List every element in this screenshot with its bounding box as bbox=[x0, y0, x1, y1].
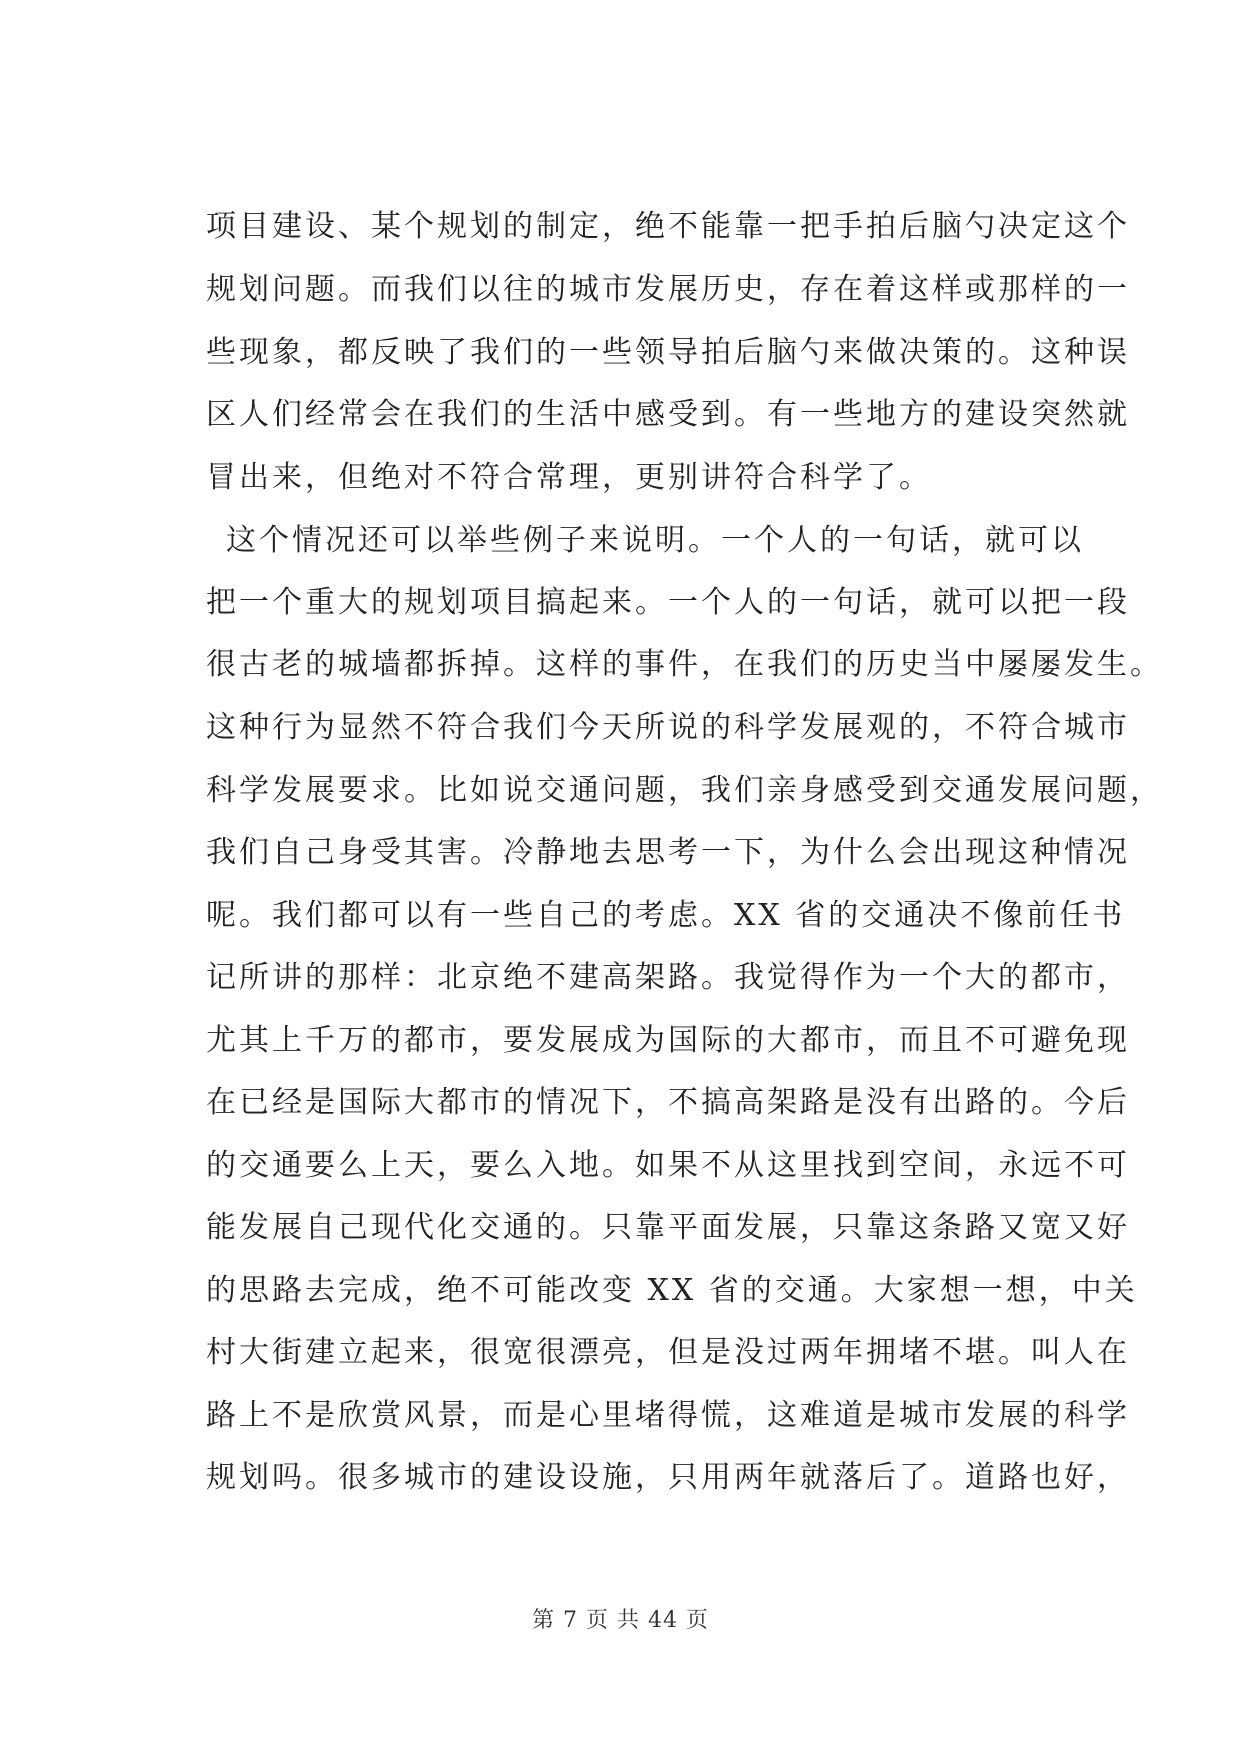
body-text-line: 项目建设、某个规划的制定，绝不能靠一把手拍后脑勺决定这个 bbox=[206, 209, 1130, 244]
body-text-line: 的思路去完成，绝不可能改变 XX 省的交通。大家想一想，中关 bbox=[206, 1273, 1138, 1308]
body-text-line: 记所讲的那样：北京绝不建高架路。我觉得作为一个大的都市， bbox=[206, 960, 1130, 995]
body-text-line: 科学发展要求。比如说交通问题，我们亲身感受到交通发展问题， bbox=[206, 773, 1163, 808]
body-text-line: 尤其上千万的都市，要发展成为国际的大都市，而且不可避免现 bbox=[206, 1023, 1130, 1058]
body-text-line: 这种行为显然不符合我们今天所说的科学发展观的，不符合城市 bbox=[206, 710, 1130, 745]
body-text-line: 的交通要么上天，要么入地。如果不从这里找到空间，永远不可 bbox=[206, 1148, 1130, 1183]
body-text-line: 很古老的城墙都拆掉。这样的事件，在我们的历史当中屡屡发生。 bbox=[206, 647, 1163, 682]
body-text-line: 能发展自己现代化交通的。只靠平面发展，只靠这条路又宽又好 bbox=[206, 1210, 1130, 1245]
body-text-line: 冒出来，但绝对不符合常理，更别讲符合科学了。 bbox=[206, 460, 932, 495]
body-text-line: 规划吗。很多城市的建设设施，只用两年就落后了。道路也好， bbox=[206, 1460, 1130, 1495]
body-text-line: 区人们经常会在我们的生活中感受到。有一些地方的建设突然就 bbox=[206, 397, 1130, 432]
body-text-line: 些现象，都反映了我们的一些领导拍后脑勺来做决策的。这种误 bbox=[206, 335, 1130, 370]
paragraph-first-line: 这个情况还可以举些例子来说明。一个人的一句话，就可以 bbox=[226, 523, 1084, 558]
body-text-line: 在已经是国际大都市的情况下，不搞高架路是没有出路的。今后 bbox=[206, 1085, 1130, 1120]
body-text-line: 路上不是欣赏风景，而是心里堵得慌，这难道是城市发展的科学 bbox=[206, 1398, 1130, 1433]
body-text-line: 我们自己身受其害。冷静地去思考一下，为什么会出现这种情况 bbox=[206, 835, 1130, 870]
page-footer: 第 7 页 共 44 页 bbox=[532, 1608, 709, 1633]
body-text-line: 呢。我们都可以有一些自己的考虑。XX 省的交通决不像前任书 bbox=[206, 898, 1126, 933]
body-text-line: 规划问题。而我们以往的城市发展历史，存在着这样或那样的一 bbox=[206, 272, 1130, 307]
body-text-line: 把一个重大的规划项目搞起来。一个人的一句话，就可以把一段 bbox=[206, 585, 1130, 620]
body-text-line: 村大街建立起来，很宽很漂亮，但是没过两年拥堵不堪。叫人在 bbox=[206, 1335, 1130, 1370]
